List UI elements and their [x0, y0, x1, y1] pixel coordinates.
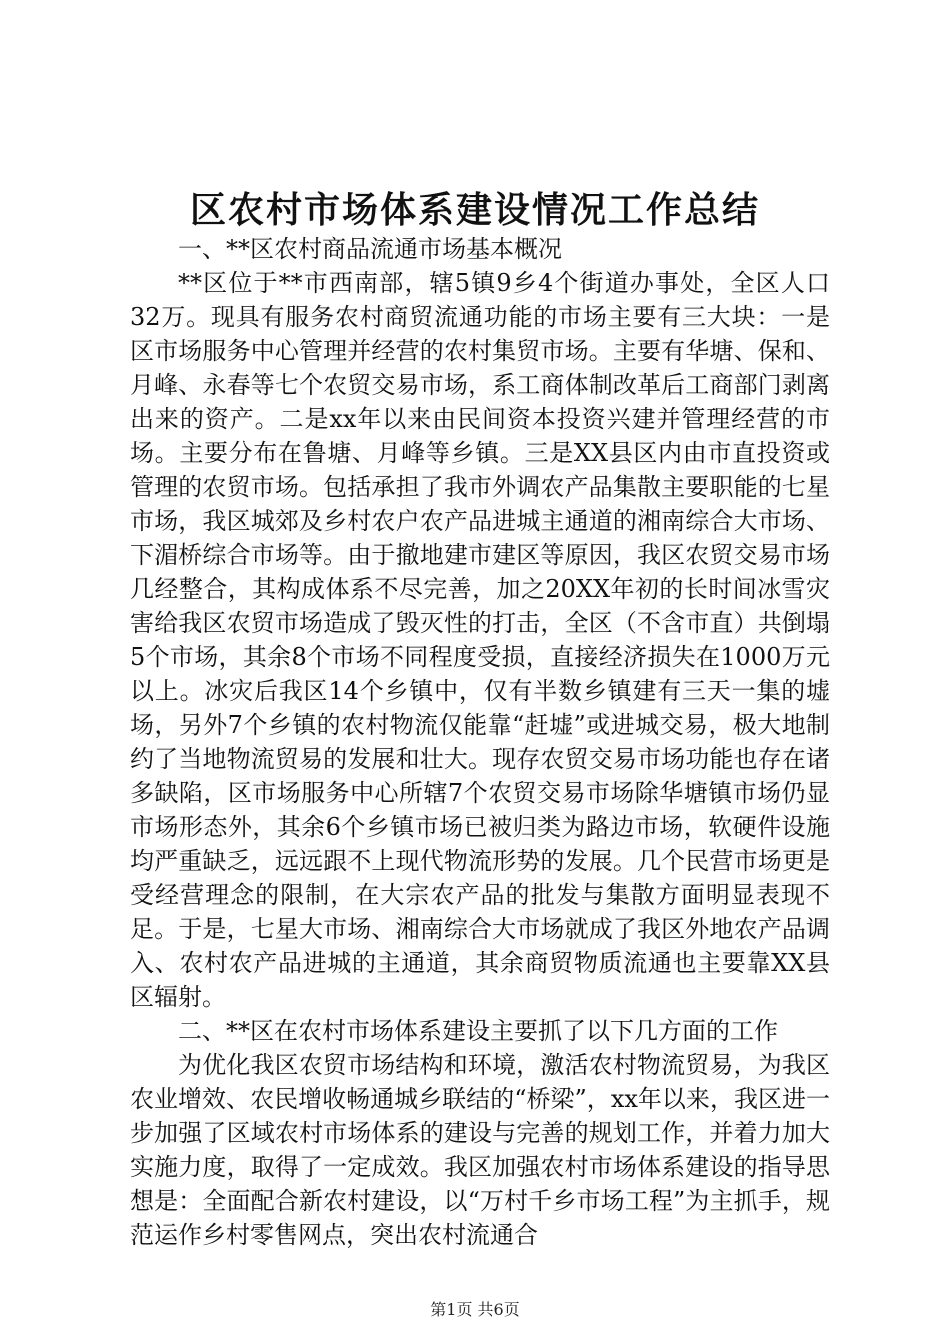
- section-paragraph-2: 为优化我区农贸市场结构和环境，激活农村物流贸易，为我区农业增效、农民增收畅通城乡联结的“桥梁”，xx年以来，我区进一步加强了区域农村市场体系的建设与完善的规划工作，并着力加大实施力度，取得了一定成效。我区加强农村市场体系建设的指导思想是：全面配合新农村建设，以“万村千乡市场工程”为主抓手，规范运作乡村零售网点，突出农村流通合: [130, 1051, 830, 1249]
- page-footer: 第1页 共6页: [430, 1300, 520, 1319]
- document-body: [130, 232, 830, 1252]
- document-title: 区农村市场体系建设情况工作总结: [189, 189, 760, 231]
- section-heading-2: 二、**区在农村市场体系建设主要抓了以下几方面的工作: [178, 1017, 778, 1045]
- section-heading-1: 一、**区农村商品流通市场基本概况: [178, 235, 562, 263]
- section-paragraph-1: **区位于**市西南部，辖5镇9乡4个街道办事处，全区人口32万。现具有服务农村商贸流通功能的市场主要有三大块：一是区市场服务中心管理并经营的农村集贸市场。主要有华塘、保和、月峰、永春等七个农贸交易市场，系工商体制改革后工商部门剥离出来的资产。二是xx年以来由民间资本投资兴建并管理经营的市场。主要分布在鲁塘、月峰等乡镇。三是XX县区内由市直投资或管理的农贸市场。包括承担了我市外调农产品集散主要职能的七星市场，我区城郊及乡村农户农产品进城主通道的湘南综合大市场、下湄桥综合市场等。由于撤地建市建区等原因，我区农贸交易市场几经整合，其构成体系不尽完善，加之20XX年初的长时间冰雪灾害给我区农贸市场造成了毁灭性的打击，全区（不含市直）共倒塌5个市场，其余8个市场不同程度受损，直接经济损失在1000万元以上。冰灾后我区14个乡镇中，仅有半数乡镇建有三天一集的墟场，另外7个乡镇的农村物流仅能靠“赶墟”或进城交易，极大地制约了当地物流贸易的发展和壮大。现存农贸交易市场功能也存在诸多缺陷，区市场服务中心所辖7个农贸交易市场除华塘镇市场仍显市场形态外，其余6个乡镇市场已被归类为路边市场，软硬件设施均严重缺乏，远远跟不上现代物流形势的发展。几个民营市场更是受经营理念的限制，在大宗农产品的批发与集散方面明显表现不足。于是，七星大市场、湘南综合大市场就成了我区外地农产品调入、农村农产品进城的主通道，其余商贸物质流通也主要靠XX县区辐射。: [130, 269, 830, 1011]
